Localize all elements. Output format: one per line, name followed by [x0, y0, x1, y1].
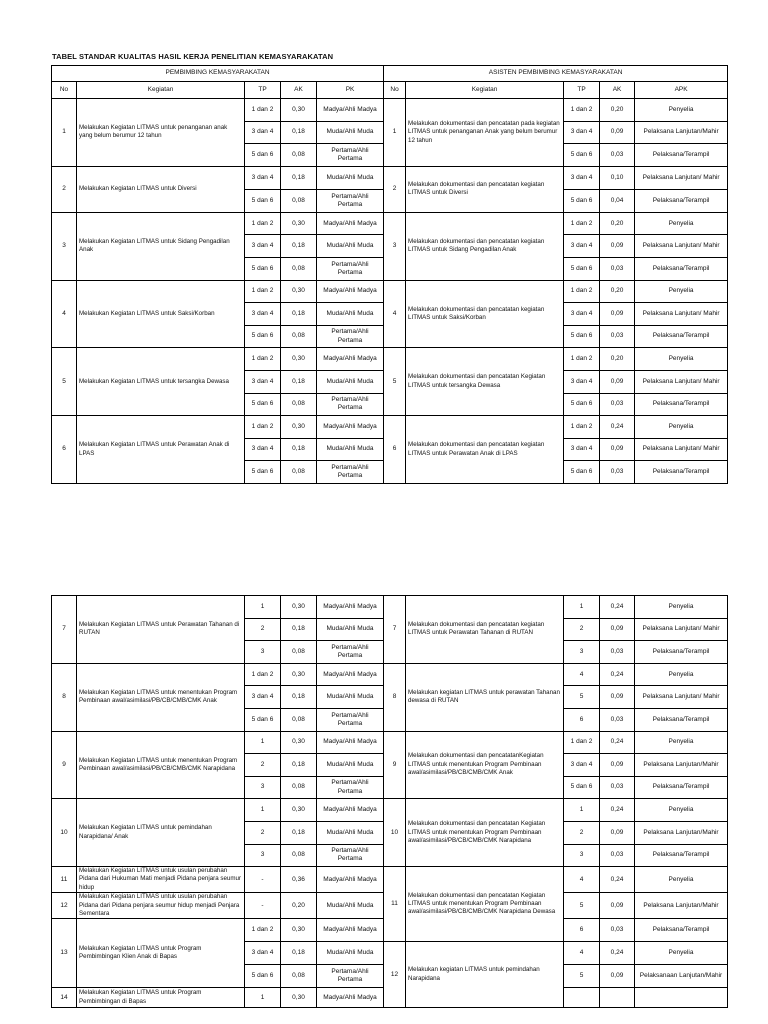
ak-value: 0,18 [281, 370, 317, 393]
pk-value: Muda/Ahli Muda [317, 618, 384, 641]
apk-value: Penyelia [635, 942, 728, 965]
pk-value: Muda/Ahli Muda [317, 166, 384, 189]
pk-value: Madya/Ahli Madya [317, 731, 384, 754]
pk-value: Madya/Ahli Madya [317, 348, 384, 371]
row-number-asisten: 3 [384, 212, 406, 280]
ak-value: 0,30 [281, 280, 317, 303]
tp-value-asisten: 5 [564, 965, 600, 988]
ak-value-asisten: 0,03 [600, 393, 635, 416]
ak-value: 0,18 [281, 686, 317, 709]
tp-value: 3 [245, 776, 281, 799]
row-number-asisten: 11 [384, 867, 406, 942]
tp-value-asisten: 3 dan 4 [564, 235, 600, 258]
ak-value: 0,30 [281, 731, 317, 754]
column-header-no: No [52, 82, 77, 99]
pk-value: Pertama/Ahli Pertama [317, 325, 384, 348]
row-number-asisten: 2 [384, 166, 406, 212]
ak-value-asisten: 0,24 [600, 942, 635, 965]
apk-value: Pelaksana/Terampil [635, 393, 728, 416]
activity-description: Melakukan Kegiatan LITMAS untuk Perawatan Tahanan di RUTAN [77, 596, 245, 664]
pk-value: Muda/Ahli Muda [317, 942, 384, 965]
activity-description-asisten: Melakukan dokumentasi dan pencatatan kegiatan LITMAS untuk Diversi [406, 166, 564, 212]
ak-value: 0,30 [281, 348, 317, 371]
ak-value-asisten: 0,09 [600, 438, 635, 461]
tp-value: 3 [245, 641, 281, 664]
tp-value-asisten: 1 dan 2 [564, 99, 600, 122]
pk-value: Madya/Ahli Madya [317, 416, 384, 439]
ak-value: 0,30 [281, 99, 317, 122]
pk-value: Pertama/Ahli Pertama [317, 189, 384, 212]
ak-value-asisten: 0,03 [600, 144, 635, 167]
row-number: 9 [52, 731, 77, 799]
table-row [52, 166, 728, 189]
row-number: 6 [52, 416, 77, 484]
tp-value-asisten: 5 [564, 893, 600, 919]
tp-value-asisten: 3 [564, 641, 600, 664]
apk-value: Penyelia [635, 99, 728, 122]
tp-value: 5 dan 6 [245, 257, 281, 280]
table-row [52, 867, 728, 893]
tp-value-asisten: 3 [564, 844, 600, 867]
tp-value-asisten: 4 [564, 942, 600, 965]
row-number-asisten: 8 [384, 663, 406, 731]
row-number: 3 [52, 212, 77, 280]
section-header-asisten: ASISTEN PEMBIMBING KEMASYARAKATAN [384, 66, 728, 82]
ak-value-asisten: 0,09 [600, 121, 635, 144]
pk-value: Pertama/Ahli Pertama [317, 965, 384, 988]
ak-value: 0,18 [281, 235, 317, 258]
pk-value: Muda/Ahli Muda [317, 438, 384, 461]
tp-value: 5 dan 6 [245, 965, 281, 988]
ak-value-asisten: 0,20 [600, 348, 635, 371]
apk-value: Pelaksana Lanjutan/ Mahir [635, 686, 728, 709]
table-row [52, 596, 728, 619]
table-row [52, 663, 728, 686]
tp-value-asisten: 5 dan 6 [564, 144, 600, 167]
standards-table-page-2 [51, 595, 728, 1008]
row-number: 7 [52, 596, 77, 664]
tp-value-asisten: 6 [564, 919, 600, 942]
row-number-asisten: 12 [384, 942, 406, 1008]
tp-value-asisten [564, 988, 600, 1008]
tp-value-asisten: 5 dan 6 [564, 461, 600, 484]
tp-value: 1 dan 2 [245, 663, 281, 686]
tp-value: 1 dan 2 [245, 280, 281, 303]
apk-value: Pelaksana Lanjutan/ Mahir [635, 166, 728, 189]
tp-value-asisten: 1 [564, 799, 600, 822]
activity-description-asisten: Melakukan dokumentasi dan pencatatan kegiatan LITMAS untuk Sidang Pengadilan Anak [406, 212, 564, 280]
pk-value: Madya/Ahli Madya [317, 212, 384, 235]
ak-value: 0,08 [281, 844, 317, 867]
row-number: 10 [52, 799, 77, 867]
tp-value: 5 dan 6 [245, 189, 281, 212]
ak-value: 0,18 [281, 166, 317, 189]
tp-value-asisten: 1 dan 2 [564, 212, 600, 235]
ak-value: 0,30 [281, 212, 317, 235]
apk-value: Penyelia [635, 596, 728, 619]
row-number-asisten: 7 [384, 596, 406, 664]
tp-value: 1 dan 2 [245, 348, 281, 371]
ak-value: 0,08 [281, 461, 317, 484]
ak-value-asisten: 0,09 [600, 754, 635, 777]
pk-value: Muda/Ahli Muda [317, 121, 384, 144]
ak-value: 0,08 [281, 393, 317, 416]
row-number: 5 [52, 348, 77, 416]
tp-value: 3 dan 4 [245, 166, 281, 189]
pk-value: Pertama/Ahli Pertama [317, 393, 384, 416]
column-header-kegiatan: Kegiatan [77, 82, 245, 99]
apk-value: Pelaksana Lanjutan/ Mahir [635, 235, 728, 258]
apk-value: Pelaksana Lanjutan/Mahir [635, 893, 728, 919]
standards-table-page-1 [51, 65, 728, 484]
tp-value: 5 dan 6 [245, 393, 281, 416]
pk-value: Madya/Ahli Madya [317, 799, 384, 822]
tp-value-asisten: 5 dan 6 [564, 776, 600, 799]
tp-value-asisten: 5 dan 6 [564, 257, 600, 280]
table-row [52, 212, 728, 235]
tp-value-asisten: 3 dan 4 [564, 303, 600, 326]
ak-value-asisten: 0,24 [600, 596, 635, 619]
apk-value: Penyelia [635, 348, 728, 371]
activity-description-asisten: Melakukan dokumentasi dan pencatatanKegiatan LITMAS untuk menentukan Program Pembinaan awal/asimilasi/PB/CB/CMB/CMK Anak [406, 731, 564, 799]
table-row [52, 280, 728, 303]
activity-description-asisten: Melakukan dokumentasi dan pencatatan Kegiatan LITMAS untuk menentukan Program Pembinaan awal/asimilasi/PB/CB/CMB/CMK Narapidana Dewasa [406, 867, 564, 942]
ak-value-asisten: 0,03 [600, 325, 635, 348]
tp-value: 2 [245, 754, 281, 777]
activity-description: Melakukan Kegiatan LITMAS untuk tersangka Dewasa [77, 348, 245, 416]
row-number: 8 [52, 663, 77, 731]
tp-value-asisten: 2 [564, 821, 600, 844]
apk-value: Penyelia [635, 731, 728, 754]
row-number-asisten: 6 [384, 416, 406, 484]
column-header-tp: TP [245, 82, 281, 99]
ak-value: 0,08 [281, 776, 317, 799]
activity-description: Melakukan Kegiatan LITMAS untuk Program Pembimbingan Klien Anak di Bapas [77, 919, 245, 988]
ak-value-asisten: 0,20 [600, 212, 635, 235]
ak-value: 0,36 [281, 867, 317, 893]
ak-value-asisten: 0,09 [600, 370, 635, 393]
tp-value: 1 dan 2 [245, 919, 281, 942]
pk-value: Muda/Ahli Muda [317, 893, 384, 919]
row-number-asisten: 9 [384, 731, 406, 799]
ak-value-asisten: 0,20 [600, 280, 635, 303]
tp-value-asisten: 6 [564, 708, 600, 731]
ak-value: 0,30 [281, 919, 317, 942]
activity-description-asisten: Melakukan dokumentasi dan pencatatan pada kegiatan LITMAS untuk penanganan Anak yang belum berumur 12 tahun [406, 99, 564, 167]
apk-value: Pelaksana/Terampil [635, 325, 728, 348]
pk-value: Madya/Ahli Madya [317, 988, 384, 1008]
ak-value-asisten [600, 988, 635, 1008]
activity-description-asisten: Melakukan kegiatan LITMAS untuk perawatan Tahanan dewasa di RUTAN [406, 663, 564, 731]
ak-value-asisten: 0,03 [600, 844, 635, 867]
tp-value-asisten: 1 dan 2 [564, 731, 600, 754]
pk-value: Muda/Ahli Muda [317, 370, 384, 393]
apk-value: Penyelia [635, 280, 728, 303]
activity-description-asisten: Melakukan kegiatan LITMAS untuk pemindahan Narapidana [406, 942, 564, 1008]
tp-value: 5 dan 6 [245, 325, 281, 348]
apk-value: Penyelia [635, 799, 728, 822]
tp-value-asisten: 4 [564, 663, 600, 686]
pk-value: Madya/Ahli Madya [317, 919, 384, 942]
apk-value: Pelaksana/Terampil [635, 776, 728, 799]
pk-value: Madya/Ahli Madya [317, 663, 384, 686]
tp-value: 5 dan 6 [245, 144, 281, 167]
table-row [52, 731, 728, 754]
ak-value: 0,30 [281, 663, 317, 686]
tp-value: 3 [245, 844, 281, 867]
ak-value: 0,08 [281, 641, 317, 664]
activity-description: Melakukan Kegiatan LITMAS untuk menentukan Program Pembinaan awal/asimilasi/PB/CB/CMB/CMK Narapidana [77, 731, 245, 799]
ak-value-asisten: 0,09 [600, 965, 635, 988]
ak-value-asisten: 0,03 [600, 919, 635, 942]
ak-value: 0,18 [281, 121, 317, 144]
ak-value-asisten: 0,03 [600, 776, 635, 799]
tp-value: 1 [245, 731, 281, 754]
pk-value: Madya/Ahli Madya [317, 280, 384, 303]
ak-value: 0,08 [281, 708, 317, 731]
activity-description: Melakukan Kegiatan LITMAS untuk usulan perubahan Pidana dari Pidana penjara seumur hidup menjadi Penjara Sementara [77, 893, 245, 919]
activity-description: Melakukan Kegiatan LITMAS untuk Perawatan Anak di LPAS [77, 416, 245, 484]
row-number: 4 [52, 280, 77, 348]
tp-value-asisten: 3 dan 4 [564, 121, 600, 144]
pk-value: Pertama/Ahli Pertama [317, 641, 384, 664]
tp-value: 3 dan 4 [245, 235, 281, 258]
tp-value: 3 dan 4 [245, 370, 281, 393]
ak-value: 0,18 [281, 303, 317, 326]
tp-value: 3 dan 4 [245, 121, 281, 144]
pk-value: Madya/Ahli Madya [317, 596, 384, 619]
ak-value-asisten: 0,09 [600, 235, 635, 258]
tp-value: 5 dan 6 [245, 461, 281, 484]
tp-value: 3 dan 4 [245, 438, 281, 461]
ak-value-asisten: 0,24 [600, 663, 635, 686]
apk-value: Pelaksana/Terampil [635, 919, 728, 942]
tp-value-asisten: 2 [564, 618, 600, 641]
ak-value-asisten: 0,09 [600, 686, 635, 709]
pk-value: Muda/Ahli Muda [317, 235, 384, 258]
ak-value-asisten: 0,20 [600, 99, 635, 122]
apk-value: Penyelia [635, 416, 728, 439]
page-title: TABEL STANDAR KUALITAS HASIL KERJA PENELITIAN KEMASYARAKATAN [52, 52, 334, 61]
tp-value: 2 [245, 618, 281, 641]
tp-value: 3 dan 4 [245, 303, 281, 326]
column-header-kegiatan-asisten: Kegiatan [406, 82, 564, 99]
ak-value-asisten: 0,24 [600, 731, 635, 754]
activity-description-asisten: Melakukan dokumentasi dan pencatatan kegiatan LITMAS untuk Perawatan Tahanan di RUTAN [406, 596, 564, 664]
row-number: 12 [52, 893, 77, 919]
pk-value: Pertama/Ahli Pertama [317, 844, 384, 867]
apk-value: Pelaksana/Terampil [635, 189, 728, 212]
tp-value: 2 [245, 821, 281, 844]
tp-value-asisten: 5 dan 6 [564, 189, 600, 212]
pk-value: Madya/Ahli Madya [317, 867, 384, 893]
activity-description: Melakukan Kegiatan LITMAS untuk menentukan Program Pembinaan awal/asimilasi/PB/CB/CMB/CMK Anak [77, 663, 245, 731]
ak-value-asisten: 0,03 [600, 257, 635, 280]
activity-description-asisten: Melakukan dokumentasi dan pencatatan Kegiatan LITMAS untuk tersangka Dewasa [406, 348, 564, 416]
tp-value: - [245, 867, 281, 893]
tp-value-asisten: 1 dan 2 [564, 416, 600, 439]
ak-value: 0,18 [281, 821, 317, 844]
activity-description: Melakukan Kegiatan LITMAS untuk penanganan anak yang belum berumur 12 tahun [77, 99, 245, 167]
ak-value: 0,30 [281, 416, 317, 439]
table-row [52, 416, 728, 439]
pk-value: Muda/Ahli Muda [317, 754, 384, 777]
tp-value-asisten: 1 dan 2 [564, 348, 600, 371]
tp-value: 1 dan 2 [245, 99, 281, 122]
pk-value: Pertama/Ahli Pertama [317, 144, 384, 167]
ak-value-asisten: 0,24 [600, 416, 635, 439]
table-row [52, 99, 728, 122]
apk-value [635, 988, 728, 1008]
ak-value: 0,08 [281, 325, 317, 348]
ak-value: 0,18 [281, 618, 317, 641]
pk-value: Pertama/Ahli Pertama [317, 776, 384, 799]
pk-value: Madya/Ahli Madya [317, 99, 384, 122]
tp-value-asisten: 3 dan 4 [564, 166, 600, 189]
table-row [52, 799, 728, 822]
apk-value: Pelaksana/Terampil [635, 461, 728, 484]
column-header-pk: PK [317, 82, 384, 99]
ak-value: 0,30 [281, 799, 317, 822]
ak-value-asisten: 0,09 [600, 893, 635, 919]
tp-value: 5 dan 6 [245, 708, 281, 731]
tp-value: 1 [245, 799, 281, 822]
apk-value: Pelaksanaan Lanjutan/Mahir [635, 965, 728, 988]
column-header-tp-asisten: TP [564, 82, 600, 99]
activity-description-asisten: Melakukan dokumentasi dan pencatatan kegiatan LITMAS untuk Saksi/Korban [406, 280, 564, 348]
ak-value: 0,30 [281, 596, 317, 619]
ak-value-asisten: 0,03 [600, 708, 635, 731]
ak-value-asisten: 0,03 [600, 461, 635, 484]
tp-value-asisten: 1 dan 2 [564, 280, 600, 303]
tp-value-asisten: 3 dan 4 [564, 370, 600, 393]
row-number-asisten: 4 [384, 280, 406, 348]
row-number: 13 [52, 919, 77, 988]
activity-description: Melakukan Kegiatan LITMAS untuk Saksi/Korban [77, 280, 245, 348]
apk-value: Pelaksana Lanjutan/Mahir [635, 821, 728, 844]
tp-value: 1 [245, 596, 281, 619]
ak-value: 0,18 [281, 754, 317, 777]
section-header-pembimbing: PEMBIMBING KEMASYARAKATAN [52, 66, 384, 82]
apk-value: Pelaksana/Terampil [635, 257, 728, 280]
ak-value: 0,08 [281, 965, 317, 988]
activity-description: Melakukan Kegiatan LITMAS untuk pemindahan Narapidana/ Anak [77, 799, 245, 867]
row-number: 1 [52, 99, 77, 167]
row-number: 11 [52, 867, 77, 893]
tp-value: 3 dan 4 [245, 942, 281, 965]
apk-value: Pelaksana Lanjutan/Mahir [635, 121, 728, 144]
tp-value: 1 [245, 988, 281, 1008]
ak-value: 0,20 [281, 893, 317, 919]
tp-value-asisten: 5 dan 6 [564, 393, 600, 416]
ak-value-asisten: 0,09 [600, 618, 635, 641]
pk-value: Pertama/Ahli Pertama [317, 708, 384, 731]
apk-value: Penyelia [635, 663, 728, 686]
ak-value: 0,08 [281, 189, 317, 212]
activity-description: Melakukan Kegiatan LITMAS untuk Program Pembimbingan di Bapas [77, 988, 245, 1008]
row-number-asisten: 10 [384, 799, 406, 867]
activity-description: Melakukan Kegiatan LITMAS untuk Diversi [77, 166, 245, 212]
pk-value: Pertama/Ahli Pertama [317, 257, 384, 280]
ak-value: 0,18 [281, 438, 317, 461]
apk-value: Pelaksana Lanjutan/ Mahir [635, 618, 728, 641]
column-header-apk: APK [635, 82, 728, 99]
activity-description: Melakukan Kegiatan LITMAS untuk usulan perubahan Pidana dari Hukuman Mati menjadi Pidana penjara seumur hidup [77, 867, 245, 893]
ak-value-asisten: 0,24 [600, 799, 635, 822]
ak-value: 0,30 [281, 988, 317, 1008]
row-number-asisten: 5 [384, 348, 406, 416]
column-header-ak: AK [281, 82, 317, 99]
apk-value: Penyelia [635, 867, 728, 893]
tp-value-asisten: 3 dan 4 [564, 438, 600, 461]
apk-value: Pelaksana/Terampil [635, 844, 728, 867]
tp-value-asisten: 5 [564, 686, 600, 709]
ak-value-asisten: 0,24 [600, 867, 635, 893]
column-header-no-asisten: No [384, 82, 406, 99]
apk-value: Pelaksana/Terampil [635, 708, 728, 731]
row-number: 14 [52, 988, 77, 1008]
tp-value: 1 dan 2 [245, 212, 281, 235]
ak-value: 0,08 [281, 144, 317, 167]
tp-value: 1 dan 2 [245, 416, 281, 439]
pk-value: Muda/Ahli Muda [317, 686, 384, 709]
ak-value: 0,08 [281, 257, 317, 280]
activity-description-asisten: Melakukan dokumentasi dan pencatatan kegiatan LITMAS untuk Perawatan Anak di LPAS [406, 416, 564, 484]
apk-value: Pelaksana/Terampil [635, 144, 728, 167]
pk-value: Pertama/Ahli Pertama [317, 461, 384, 484]
ak-value-asisten: 0,04 [600, 189, 635, 212]
apk-value: Pelaksana Lanjutan/ Mahir [635, 438, 728, 461]
row-number-asisten: 1 [384, 99, 406, 167]
tp-value-asisten: 5 dan 6 [564, 325, 600, 348]
activity-description: Melakukan Kegiatan LITMAS untuk Sidang Pengadilan Anak [77, 212, 245, 280]
tp-value-asisten: 1 [564, 596, 600, 619]
apk-value: Pelaksana Lanjutan/ Mahir [635, 303, 728, 326]
apk-value: Penyelia [635, 212, 728, 235]
pk-value: Muda/Ahli Muda [317, 821, 384, 844]
ak-value-asisten: 0,03 [600, 641, 635, 664]
apk-value: Pelaksana/Terampil [635, 641, 728, 664]
apk-value: Pelaksana Lanjutan/ Mahir [635, 370, 728, 393]
tp-value-asisten: 3 dan 4 [564, 754, 600, 777]
pk-value: Muda/Ahli Muda [317, 303, 384, 326]
ak-value-asisten: 0,09 [600, 303, 635, 326]
table-row [52, 348, 728, 371]
column-header-ak-asisten: AK [600, 82, 635, 99]
activity-description-asisten: Melakukan dokumentasi dan pencatatan Kegiatan LITMAS untuk menentukan Program Pembinaan awal/asimilasi/PB/CB/CMB/CMK Narapidana [406, 799, 564, 867]
tp-value-asisten: 4 [564, 867, 600, 893]
apk-value: Pelaksana Lanjutan/Mahir [635, 754, 728, 777]
ak-value: 0,18 [281, 942, 317, 965]
ak-value-asisten: 0,09 [600, 821, 635, 844]
tp-value: 3 dan 4 [245, 686, 281, 709]
row-number: 2 [52, 166, 77, 212]
tp-value: - [245, 893, 281, 919]
ak-value-asisten: 0,10 [600, 166, 635, 189]
